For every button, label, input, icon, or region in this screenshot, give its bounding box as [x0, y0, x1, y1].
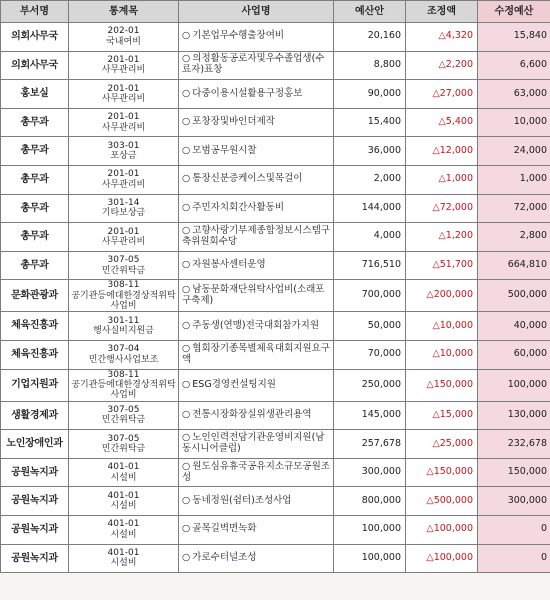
revised-cell: 232,678 — [478, 430, 550, 459]
revised-cell: 40,000 — [478, 312, 550, 341]
stat-code: 401-01 — [107, 490, 140, 501]
project-name: 기본업무수행출장여비 — [192, 30, 285, 42]
project-cell — [179, 430, 334, 459]
project-name: 주동생(연맹)전국대회참가지원 — [192, 319, 320, 331]
budget-cell: 2,000 — [334, 165, 406, 194]
revised-cell: 24,000 — [478, 137, 550, 166]
circle-bullet-icon: ○ — [182, 201, 191, 213]
table-row — [1, 544, 550, 573]
stat-name: 공기관등에대한경상적위탁사업비 — [71, 379, 176, 401]
project-name: 모범공무원시찰 — [192, 144, 257, 156]
adjust-cell: △15,000 — [406, 401, 478, 430]
project-cell — [179, 223, 334, 252]
project-cell — [179, 458, 334, 487]
header-revised: 수정예산 — [478, 1, 550, 23]
stat-name: 행사실비지원금 — [93, 326, 154, 337]
revised-cell: 15,840 — [478, 23, 550, 52]
table-row — [1, 458, 550, 487]
table-row — [1, 194, 550, 223]
project-cell — [179, 312, 334, 341]
project-name: 포창장및바인더제작 — [192, 116, 275, 128]
budget-cell: 250,000 — [334, 369, 406, 401]
revised-cell: 6,600 — [478, 51, 550, 80]
project-cell — [179, 487, 334, 516]
dept-cell: 총무과 — [1, 194, 69, 223]
project-name: 고향사랑기부제종합정보시스템구축위원회수당 — [182, 225, 330, 247]
stat-code: 307-04 — [107, 344, 140, 355]
budget-cell: 257,678 — [334, 430, 406, 459]
circle-bullet-icon: ○ — [182, 378, 191, 390]
table-row — [1, 80, 550, 109]
dept-cell: 생활경제과 — [1, 401, 69, 430]
stat-code: 401-01 — [107, 462, 140, 473]
project-name: 의정활동공로자및우수졸업생(수료자)표창 — [182, 53, 325, 76]
table-row — [1, 401, 550, 430]
stat-cell — [69, 137, 179, 166]
dept-cell: 총무과 — [1, 165, 69, 194]
project-cell — [179, 108, 334, 137]
adjust-cell: △10,000 — [406, 312, 478, 341]
revised-cell: 500,000 — [478, 280, 550, 312]
stat-code: 401-01 — [107, 519, 140, 530]
revised-cell: 10,000 — [478, 108, 550, 137]
stat-cell — [69, 223, 179, 252]
table-row — [1, 165, 550, 194]
project-name: 통장신분증케이스및목걸이 — [192, 173, 303, 185]
dept-cell: 의회사무국 — [1, 51, 69, 80]
stat-name: 민간행사사업보조 — [88, 354, 159, 365]
stat-code: 201-01 — [107, 169, 140, 180]
stat-name: 시설비 — [110, 472, 137, 483]
adjust-cell: △1,200 — [406, 223, 478, 252]
project-name: 남동문화재단위탁사업비(소래포구축제) — [182, 283, 325, 306]
dept-cell: 공원녹지과 — [1, 487, 69, 516]
revised-cell: 2,800 — [478, 223, 550, 252]
stat-cell — [69, 487, 179, 516]
table-body — [1, 23, 550, 573]
stat-code: 301-14 — [107, 198, 140, 209]
adjust-cell: △150,000 — [406, 458, 478, 487]
circle-bullet-icon: ○ — [182, 494, 191, 506]
budget-cell: 4,000 — [334, 223, 406, 252]
circle-bullet-icon: ○ — [182, 342, 191, 354]
dept-cell: 총무과 — [1, 108, 69, 137]
project-name: 다중이용시설활용구정홍보 — [192, 87, 303, 99]
circle-bullet-icon: ○ — [182, 319, 191, 331]
circle-bullet-icon: ○ — [182, 30, 191, 42]
stat-cell — [69, 340, 179, 369]
dept-cell: 공원녹지과 — [1, 544, 69, 573]
stat-code: 307-05 — [107, 255, 140, 266]
stat-cell — [69, 280, 179, 312]
budget-cell: 8,800 — [334, 51, 406, 80]
table-row — [1, 51, 550, 80]
stat-code: 308-11 — [107, 369, 140, 380]
stat-name: 사무관리비 — [101, 93, 146, 104]
revised-cell: 60,000 — [478, 340, 550, 369]
budget-cell: 716,510 — [334, 251, 406, 280]
stat-cell — [69, 458, 179, 487]
stat-name: 민간위탁금 — [101, 265, 146, 276]
circle-bullet-icon: ○ — [182, 460, 191, 472]
budget-cell: 15,400 — [334, 108, 406, 137]
project-cell — [179, 515, 334, 544]
project-name: 전통시장화장실위생관리용역 — [192, 408, 312, 420]
adjust-cell: △25,000 — [406, 430, 478, 459]
stat-code: 201-01 — [107, 55, 140, 66]
revised-cell: 0 — [478, 515, 550, 544]
stat-code: 307-05 — [107, 433, 140, 444]
budget-cell: 700,000 — [334, 280, 406, 312]
adjust-cell: △100,000 — [406, 515, 478, 544]
budget-cell: 50,000 — [334, 312, 406, 341]
adjust-cell: △72,000 — [406, 194, 478, 223]
project-cell — [179, 544, 334, 573]
header-dept: 부서명 — [1, 1, 69, 23]
stat-code: 303-01 — [107, 140, 140, 151]
project-cell — [179, 137, 334, 166]
stat-cell — [69, 369, 179, 401]
table-row — [1, 108, 550, 137]
adjust-cell: △51,700 — [406, 251, 478, 280]
stat-name: 사무관리비 — [101, 122, 146, 133]
project-name: 원도심유휴국공유지소규모공원조성 — [182, 460, 330, 483]
circle-bullet-icon: ○ — [182, 53, 191, 65]
budget-cell: 100,000 — [334, 515, 406, 544]
dept-cell: 공원녹지과 — [1, 458, 69, 487]
adjust-cell: △200,000 — [406, 280, 478, 312]
table-row — [1, 223, 550, 252]
dept-cell: 홍보실 — [1, 80, 69, 109]
circle-bullet-icon: ○ — [182, 432, 191, 444]
circle-bullet-icon: ○ — [182, 523, 191, 535]
stat-name: 시설비 — [110, 558, 137, 569]
stat-cell — [69, 108, 179, 137]
dept-cell: 체육진흥과 — [1, 312, 69, 341]
dept-cell: 노인장애인과 — [1, 430, 69, 459]
stat-cell — [69, 312, 179, 341]
budget-cell: 20,160 — [334, 23, 406, 52]
dept-cell: 체육진흥과 — [1, 340, 69, 369]
stat-code: 201-01 — [107, 112, 140, 123]
project-name: 주민자치회간사활동비 — [192, 201, 285, 213]
budget-cell: 36,000 — [334, 137, 406, 166]
adjust-cell: △2,200 — [406, 51, 478, 80]
stat-code: 307-05 — [107, 405, 140, 416]
budget-cell: 145,000 — [334, 401, 406, 430]
project-name: 동네정원(쉼터)조성사업 — [192, 494, 292, 506]
table-row — [1, 515, 550, 544]
table-row — [1, 369, 550, 401]
table-row — [1, 340, 550, 369]
table-row — [1, 137, 550, 166]
stat-name: 시설비 — [110, 501, 137, 512]
stat-cell — [69, 165, 179, 194]
table-row — [1, 312, 550, 341]
dept-cell: 총무과 — [1, 223, 69, 252]
stat-name: 공기관등에대한경상적위탁사업비 — [71, 290, 176, 312]
project-cell — [179, 165, 334, 194]
circle-bullet-icon: ○ — [182, 283, 191, 295]
revised-cell: 300,000 — [478, 487, 550, 516]
stat-cell — [69, 23, 179, 52]
stat-name: 기타보상금 — [101, 208, 146, 219]
project-cell — [179, 280, 334, 312]
dept-cell: 총무과 — [1, 251, 69, 280]
dept-cell: 공원녹지과 — [1, 515, 69, 544]
header-stat: 통계목 — [69, 1, 179, 23]
stat-cell — [69, 430, 179, 459]
project-name: 노인인력전담기관운영비지원(남동시니어클럽) — [182, 432, 325, 454]
stat-code: 401-01 — [107, 548, 140, 559]
circle-bullet-icon: ○ — [182, 144, 191, 156]
adjust-cell: △4,320 — [406, 23, 478, 52]
budget-cell: 300,000 — [334, 458, 406, 487]
header-budget: 예산안 — [334, 1, 406, 23]
adjust-cell: △12,000 — [406, 137, 478, 166]
stat-name: 사무관리비 — [101, 179, 146, 190]
stat-name: 사무관리비 — [101, 236, 146, 247]
circle-bullet-icon: ○ — [182, 408, 191, 420]
revised-cell: 130,000 — [478, 401, 550, 430]
project-name: 협회장기종목별체육대회지원요구액 — [182, 342, 330, 365]
project-cell — [179, 80, 334, 109]
stat-name: 민간위탁금 — [101, 415, 146, 426]
project-name: 가로수터널조성 — [192, 551, 257, 563]
header-adjust: 조정액 — [406, 1, 478, 23]
stat-name: 포상금 — [110, 151, 137, 162]
revised-cell: 63,000 — [478, 80, 550, 109]
dept-cell: 기업지원과 — [1, 369, 69, 401]
stat-cell — [69, 544, 179, 573]
stat-name: 사무관리비 — [101, 65, 146, 76]
budget-cell: 70,000 — [334, 340, 406, 369]
adjust-cell: △10,000 — [406, 340, 478, 369]
stat-code: 202-01 — [107, 26, 140, 37]
stat-cell — [69, 80, 179, 109]
table-row — [1, 430, 550, 459]
stat-name: 시설비 — [110, 529, 137, 540]
stat-code: 201-01 — [107, 83, 140, 94]
circle-bullet-icon: ○ — [182, 87, 191, 99]
stat-name: 국내여비 — [106, 36, 141, 47]
revised-cell: 150,000 — [478, 458, 550, 487]
adjust-cell: △1,000 — [406, 165, 478, 194]
project-cell — [179, 401, 334, 430]
budget-cell: 800,000 — [334, 487, 406, 516]
table-header — [1, 1, 550, 23]
dept-cell: 총무과 — [1, 137, 69, 166]
adjust-cell: △100,000 — [406, 544, 478, 573]
stat-cell — [69, 251, 179, 280]
revised-cell: 100,000 — [478, 369, 550, 401]
revised-cell: 664,810 — [478, 251, 550, 280]
table-row — [1, 280, 550, 312]
stat-code: 301-11 — [107, 315, 140, 326]
table-row — [1, 23, 550, 52]
stat-code: 308-11 — [107, 280, 140, 291]
circle-bullet-icon: ○ — [182, 259, 191, 271]
revised-cell: 72,000 — [478, 194, 550, 223]
project-cell — [179, 251, 334, 280]
budget-cell: 100,000 — [334, 544, 406, 573]
dept-cell: 문화관광과 — [1, 280, 69, 312]
adjust-cell: △5,400 — [406, 108, 478, 137]
project-name: 골목길벽면녹화 — [192, 523, 257, 535]
project-cell — [179, 23, 334, 52]
table-row — [1, 251, 550, 280]
adjust-cell: △500,000 — [406, 487, 478, 516]
project-cell — [179, 369, 334, 401]
project-name: ESG경영컨설팅지원 — [192, 378, 276, 390]
circle-bullet-icon: ○ — [182, 225, 191, 237]
circle-bullet-icon: ○ — [182, 173, 191, 185]
project-cell — [179, 340, 334, 369]
revised-cell: 0 — [478, 544, 550, 573]
project-cell — [179, 194, 334, 223]
table-row — [1, 487, 550, 516]
dept-cell: 의회사무국 — [1, 23, 69, 52]
adjust-cell: △150,000 — [406, 369, 478, 401]
stat-cell — [69, 194, 179, 223]
adjust-cell: △27,000 — [406, 80, 478, 109]
circle-bullet-icon: ○ — [182, 551, 191, 563]
stat-code: 201-01 — [107, 226, 140, 237]
stat-cell — [69, 51, 179, 80]
project-name: 자원봉사센터운영 — [192, 259, 266, 271]
budget-cell: 90,000 — [334, 80, 406, 109]
project-cell — [179, 51, 334, 80]
stat-name: 민간위탁금 — [101, 443, 146, 454]
budget-cell: 144,000 — [334, 194, 406, 223]
stat-cell — [69, 401, 179, 430]
stat-cell — [69, 515, 179, 544]
revised-cell: 1,000 — [478, 165, 550, 194]
header-project: 사업명 — [179, 1, 334, 23]
circle-bullet-icon: ○ — [182, 116, 191, 128]
